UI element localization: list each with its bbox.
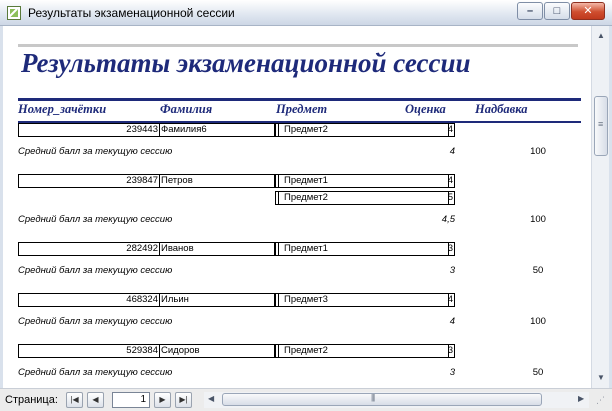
first-page-icon: |◀	[70, 395, 79, 404]
average-value: 3	[449, 265, 455, 276]
navigation-bar	[0, 388, 612, 411]
maximize-button[interactable]	[544, 2, 570, 20]
average-value: 4,5	[441, 214, 455, 225]
maximize-icon: □	[553, 5, 561, 17]
record-number-cell: 239443	[18, 123, 160, 137]
subject-cell: Предмет1	[275, 242, 449, 256]
report-title: Результаты экзаменационной сессии	[21, 48, 471, 78]
minimize-button[interactable]	[517, 2, 543, 20]
header-number: Номер_зачётки	[18, 102, 107, 116]
subject-cell: Предмет2	[275, 344, 449, 358]
surname-cell: Ильин	[160, 293, 275, 307]
bonus-value: 50	[532, 265, 544, 276]
close-icon: ✕	[583, 5, 593, 17]
horizontal-scrollbar[interactable]	[204, 392, 589, 408]
scroll-right-icon[interactable]: ▶	[578, 394, 585, 403]
scroll-up-icon[interactable]: ▲	[597, 31, 605, 40]
grade-cell	[449, 242, 455, 256]
scroll-down-icon[interactable]: ▼	[597, 373, 605, 382]
grade-value: 3	[447, 345, 453, 356]
title-bar	[0, 0, 612, 26]
grade-value: 3	[447, 243, 453, 254]
record-number-cell: 239847	[18, 174, 160, 188]
average-label: Средний балл за текущую сессию	[18, 265, 173, 276]
resize-grip-icon[interactable]: ⋰	[596, 395, 605, 405]
bonus-value: 50	[532, 367, 544, 378]
header-rule-top	[18, 98, 581, 101]
record-number-cell: 529384	[18, 344, 160, 358]
header-subject: Предмет	[276, 102, 328, 116]
horizontal-scroll-thumb[interactable]	[222, 393, 542, 406]
bonus-value: 100	[530, 146, 546, 157]
header-bonus: Надбавка	[475, 102, 528, 116]
average-label: Средний балл за текущую сессию	[18, 316, 173, 327]
surname-cell: Иванов	[160, 242, 275, 256]
page-label: Страница:	[5, 394, 58, 406]
page-number-input[interactable]: 1	[112, 392, 150, 408]
subject-cell: Предмет2	[275, 123, 449, 137]
close-button[interactable]	[571, 2, 605, 20]
grade-cell	[449, 123, 455, 137]
average-label: Средний балл за текущую сессию	[18, 367, 173, 378]
average-value: 3	[449, 367, 455, 378]
average-value: 4	[449, 316, 455, 327]
header-grade: Оценка	[405, 102, 446, 116]
record-number-cell: 468324	[18, 293, 160, 307]
grade-value: 4	[447, 294, 453, 305]
prev-page-button[interactable]	[87, 392, 104, 408]
average-label: Средний балл за текущую сессию	[18, 214, 173, 225]
bonus-value: 100	[530, 214, 546, 225]
subject-cell: Предмет3	[275, 293, 449, 307]
header-surname: Фамилия	[160, 102, 213, 116]
grade-cell	[449, 344, 455, 358]
surname-cell: Петров	[160, 174, 275, 188]
minimize-icon: –	[526, 5, 534, 17]
last-page-button[interactable]	[175, 392, 192, 408]
last-page-icon: ▶|	[179, 395, 188, 404]
grade-value: 5	[447, 192, 453, 203]
report-area	[3, 26, 591, 388]
grade-cell	[449, 293, 455, 307]
average-value: 4	[449, 146, 455, 157]
next-page-button[interactable]	[154, 392, 171, 408]
grade-cell	[449, 174, 455, 188]
grade-cell	[449, 191, 455, 205]
record-number-cell: 282492	[18, 242, 160, 256]
scroll-left-icon[interactable]: ◀	[208, 394, 215, 403]
vertical-scroll-thumb[interactable]	[594, 96, 608, 156]
vertical-scrollbar[interactable]	[591, 26, 609, 388]
prev-page-icon: ◀	[92, 395, 99, 404]
bonus-value: 100	[530, 316, 546, 327]
average-label: Средний балл за текущую сессию	[18, 146, 173, 157]
first-page-button[interactable]	[66, 392, 83, 408]
grade-value: 4	[447, 175, 453, 186]
grade-value: 4	[447, 124, 453, 135]
title-rule	[18, 44, 578, 47]
report-icon	[7, 6, 21, 20]
surname-cell: Сидоров	[160, 344, 275, 358]
subject-cell: Предмет1	[275, 174, 449, 188]
surname-cell: Фамилия6	[160, 123, 275, 137]
subject-cell: Предмет2	[275, 191, 449, 205]
window-title: Результаты экзаменационной сессии	[28, 6, 235, 20]
next-page-icon: ▶	[159, 395, 166, 404]
